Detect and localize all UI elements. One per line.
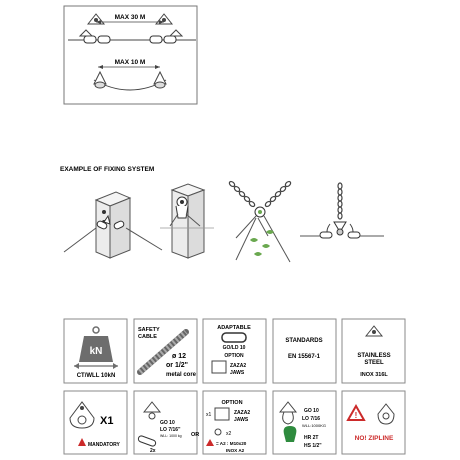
fixing-example-hanging-chain xyxy=(300,183,384,238)
standards-title: STANDARDS xyxy=(285,338,323,344)
fixing-cable xyxy=(64,228,96,252)
wll-label: CT/WLL 10kN xyxy=(76,373,116,379)
leaf-icon xyxy=(250,238,258,242)
svg-text:OPTION: OPTION xyxy=(221,400,243,406)
svg-text:HR 2T: HR 2T xyxy=(304,435,319,441)
svg-text:ZAZA2: ZAZA2 xyxy=(230,363,247,369)
clamp-icon xyxy=(212,361,226,373)
svg-text:LO 7/16": LO 7/16" xyxy=(160,427,181,433)
svg-text:CABLE: CABLE xyxy=(138,334,157,340)
shackle-icon xyxy=(284,426,297,442)
svg-text:GO/LD 10: GO/LD 10 xyxy=(222,345,246,351)
or-label: OR xyxy=(191,432,200,438)
max-10m-label: MAX 10 M xyxy=(114,59,146,66)
svg-text:x2: x2 xyxy=(226,431,232,437)
svg-text:ADAPTABLE: ADAPTABLE xyxy=(217,325,251,331)
svg-text:SAFETY: SAFETY xyxy=(138,327,160,333)
svg-text:JAWS: JAWS xyxy=(230,370,245,376)
svg-text:STAINLESS: STAINLESS xyxy=(357,353,391,359)
svg-text:HS 1/2": HS 1/2" xyxy=(304,443,322,449)
kit-box-warning xyxy=(342,391,405,454)
svg-text:JAWS: JAWS xyxy=(234,417,249,423)
svg-text:GO 10: GO 10 xyxy=(304,408,319,414)
spec-box-standards xyxy=(273,319,336,383)
connector-left xyxy=(84,36,96,43)
svg-text:WLL:1000KG: WLL:1000KG xyxy=(302,423,327,428)
fixing-title: EXAMPLE OF FIXING SYSTEM xyxy=(60,166,155,173)
svg-text:2x: 2x xyxy=(150,448,156,454)
standards-code: EN 15567-1 xyxy=(287,354,321,360)
svg-text:or 1/2": or 1/2" xyxy=(166,362,188,369)
spec-row xyxy=(64,319,405,383)
svg-text:STEEL: STEEL xyxy=(364,360,384,366)
svg-text:!: ! xyxy=(354,411,358,420)
quantity-x1: X1 xyxy=(100,415,114,427)
connector-right xyxy=(150,36,162,43)
clamp-icon xyxy=(215,408,229,420)
cable-diameter: ø 12 xyxy=(172,353,187,360)
svg-text:MANDATORY: MANDATORY xyxy=(88,442,120,448)
svg-text:LO 7/16: LO 7/16 xyxy=(302,416,321,422)
max-30m-label: MAX 30 M xyxy=(114,14,146,21)
svg-text:INOX A2: INOX A2 xyxy=(226,448,245,453)
svg-text:GO 10: GO 10 xyxy=(160,420,175,426)
washer-icon xyxy=(215,429,221,435)
svg-text:OPTION: OPTION xyxy=(224,353,244,359)
kit-row xyxy=(64,391,405,454)
fixing-example-post-front xyxy=(160,184,214,258)
fixing-example-chain-y xyxy=(228,181,291,262)
span-diagram xyxy=(64,6,197,104)
svg-text:x1: x1 xyxy=(206,412,212,418)
svg-text:metal core: metal core xyxy=(166,372,197,378)
svg-text:INOX 316L: INOX 316L xyxy=(360,372,388,378)
carabiner-icon xyxy=(222,333,246,342)
svg-text:ZAZA2: ZAZA2 xyxy=(234,410,251,416)
svg-text:= A2 : M10x20: = A2 : M10x20 xyxy=(216,441,247,446)
fixing-example-post-side xyxy=(64,192,162,258)
svg-text:WLL: 1000 kg: WLL: 1000 kg xyxy=(160,434,182,438)
no-zipline-label: NO! ZIPLINE xyxy=(354,435,394,442)
svg-text:kN: kN xyxy=(89,346,103,357)
